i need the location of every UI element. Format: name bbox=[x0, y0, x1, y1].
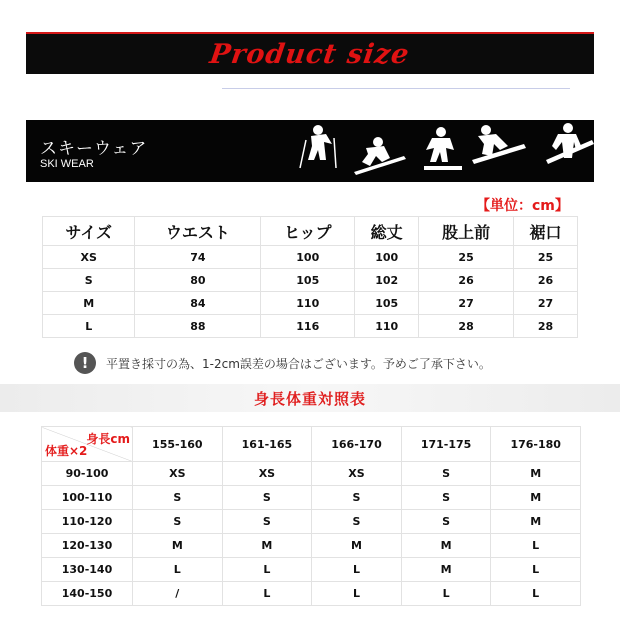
height-header-cell: 155-160 bbox=[133, 427, 223, 462]
table-cell: L bbox=[491, 558, 581, 582]
table-cell: S bbox=[133, 486, 223, 510]
table-cell: 27 bbox=[514, 292, 578, 315]
product-size-banner bbox=[26, 32, 594, 74]
table-cell: S bbox=[222, 486, 312, 510]
chart-title-bar bbox=[0, 384, 620, 412]
ski-wear-banner bbox=[26, 120, 594, 182]
table-cell: 26 bbox=[419, 269, 514, 292]
table-cell: 26 bbox=[514, 269, 578, 292]
height-header-row bbox=[42, 427, 581, 462]
table-cell: L bbox=[491, 534, 581, 558]
ski-banner-title-en: SKI WEAR bbox=[40, 158, 94, 170]
table-cell: 28 bbox=[419, 315, 514, 338]
size-table-header bbox=[43, 217, 578, 246]
table-cell: 100 bbox=[261, 246, 355, 269]
table-cell: L bbox=[133, 558, 223, 582]
weight-cell: 130-140 bbox=[42, 558, 133, 582]
table-cell: 102 bbox=[355, 269, 419, 292]
table-cell: S bbox=[312, 486, 402, 510]
height-header-cell: 176-180 bbox=[491, 427, 581, 462]
size-header-cell: ヒップ bbox=[261, 217, 355, 246]
unit-label: 【単位：cm】 bbox=[476, 198, 569, 214]
table-cell: / bbox=[133, 582, 223, 606]
weight-cell: 110-120 bbox=[42, 510, 133, 534]
table-cell: S bbox=[401, 486, 491, 510]
table-cell: 100 bbox=[355, 246, 419, 269]
table-cell: S bbox=[222, 510, 312, 534]
table-cell: S bbox=[133, 510, 223, 534]
table-row bbox=[42, 558, 581, 582]
table-cell: M bbox=[401, 558, 491, 582]
table-cell: 84 bbox=[135, 292, 261, 315]
table-cell: S bbox=[401, 510, 491, 534]
corner-cell bbox=[42, 427, 133, 462]
height-header-cell: 166-170 bbox=[312, 427, 402, 462]
table-cell: L bbox=[43, 315, 135, 338]
table-cell: M bbox=[43, 292, 135, 315]
table-row bbox=[42, 582, 581, 606]
table-row bbox=[42, 462, 581, 486]
height-header-cell: 161-165 bbox=[222, 427, 312, 462]
notice-text: 平置き採寸の為、1-2cm誤差の場合はございます。予めご了承下さい。 bbox=[106, 356, 491, 371]
size-header-cell: 股上前 bbox=[419, 217, 514, 246]
weight-cell: 90-100 bbox=[42, 462, 133, 486]
size-header-cell: サイズ bbox=[43, 217, 135, 246]
table-cell: 25 bbox=[514, 246, 578, 269]
measurement-notice bbox=[74, 352, 491, 374]
table-cell: 105 bbox=[261, 269, 355, 292]
table-cell: M bbox=[491, 462, 581, 486]
divider-line bbox=[222, 88, 570, 89]
table-cell: L bbox=[491, 582, 581, 606]
table-cell: 110 bbox=[355, 315, 419, 338]
table-cell: 74 bbox=[135, 246, 261, 269]
table-row bbox=[42, 486, 581, 510]
table-cell: XS bbox=[43, 246, 135, 269]
table-cell: 110 bbox=[261, 292, 355, 315]
table-cell: M bbox=[401, 534, 491, 558]
table-cell: XS bbox=[222, 462, 312, 486]
table-cell: M bbox=[491, 510, 581, 534]
table-cell: 88 bbox=[135, 315, 261, 338]
height-axis-label: 身長cm bbox=[86, 432, 130, 446]
table-cell: 25 bbox=[419, 246, 514, 269]
table-cell: 116 bbox=[261, 315, 355, 338]
table-cell: M bbox=[312, 534, 402, 558]
table-cell: S bbox=[312, 510, 402, 534]
size-header-cell: 総丈 bbox=[355, 217, 419, 246]
table-cell: 80 bbox=[135, 269, 261, 292]
table-row bbox=[42, 534, 581, 558]
table-cell: 28 bbox=[514, 315, 578, 338]
table-cell: M bbox=[491, 486, 581, 510]
table-cell: S bbox=[43, 269, 135, 292]
table-cell: M bbox=[133, 534, 223, 558]
weight-axis-label: 体重×2 bbox=[45, 444, 88, 458]
table-row bbox=[43, 246, 578, 269]
ski-banner-title-jp: スキーウェア bbox=[40, 139, 148, 159]
size-table bbox=[42, 216, 578, 338]
banner-title: Product size bbox=[208, 38, 412, 70]
table-row bbox=[42, 510, 581, 534]
size-header-cell: ウエスト bbox=[135, 217, 261, 246]
chart-title: 身長体重対照表 bbox=[253, 389, 366, 408]
table-cell: XS bbox=[312, 462, 402, 486]
height-weight-table bbox=[41, 426, 581, 606]
table-cell: L bbox=[312, 582, 402, 606]
weight-cell: 120-130 bbox=[42, 534, 133, 558]
table-cell: 27 bbox=[419, 292, 514, 315]
table-cell: S bbox=[401, 462, 491, 486]
table-cell: M bbox=[222, 534, 312, 558]
table-row bbox=[43, 269, 578, 292]
skier-silhouettes-icon bbox=[296, 120, 594, 182]
weight-cell: 100-110 bbox=[42, 486, 133, 510]
table-cell: L bbox=[401, 582, 491, 606]
weight-cell: 140-150 bbox=[42, 582, 133, 606]
table-cell: L bbox=[222, 582, 312, 606]
table-row bbox=[43, 292, 578, 315]
table-cell: XS bbox=[133, 462, 223, 486]
table-row bbox=[43, 315, 578, 338]
exclamation-icon: ! bbox=[74, 352, 96, 374]
table-cell: L bbox=[312, 558, 402, 582]
size-header-cell: 裾口 bbox=[514, 217, 578, 246]
height-header-cell: 171-175 bbox=[401, 427, 491, 462]
table-cell: 105 bbox=[355, 292, 419, 315]
table-cell: L bbox=[222, 558, 312, 582]
